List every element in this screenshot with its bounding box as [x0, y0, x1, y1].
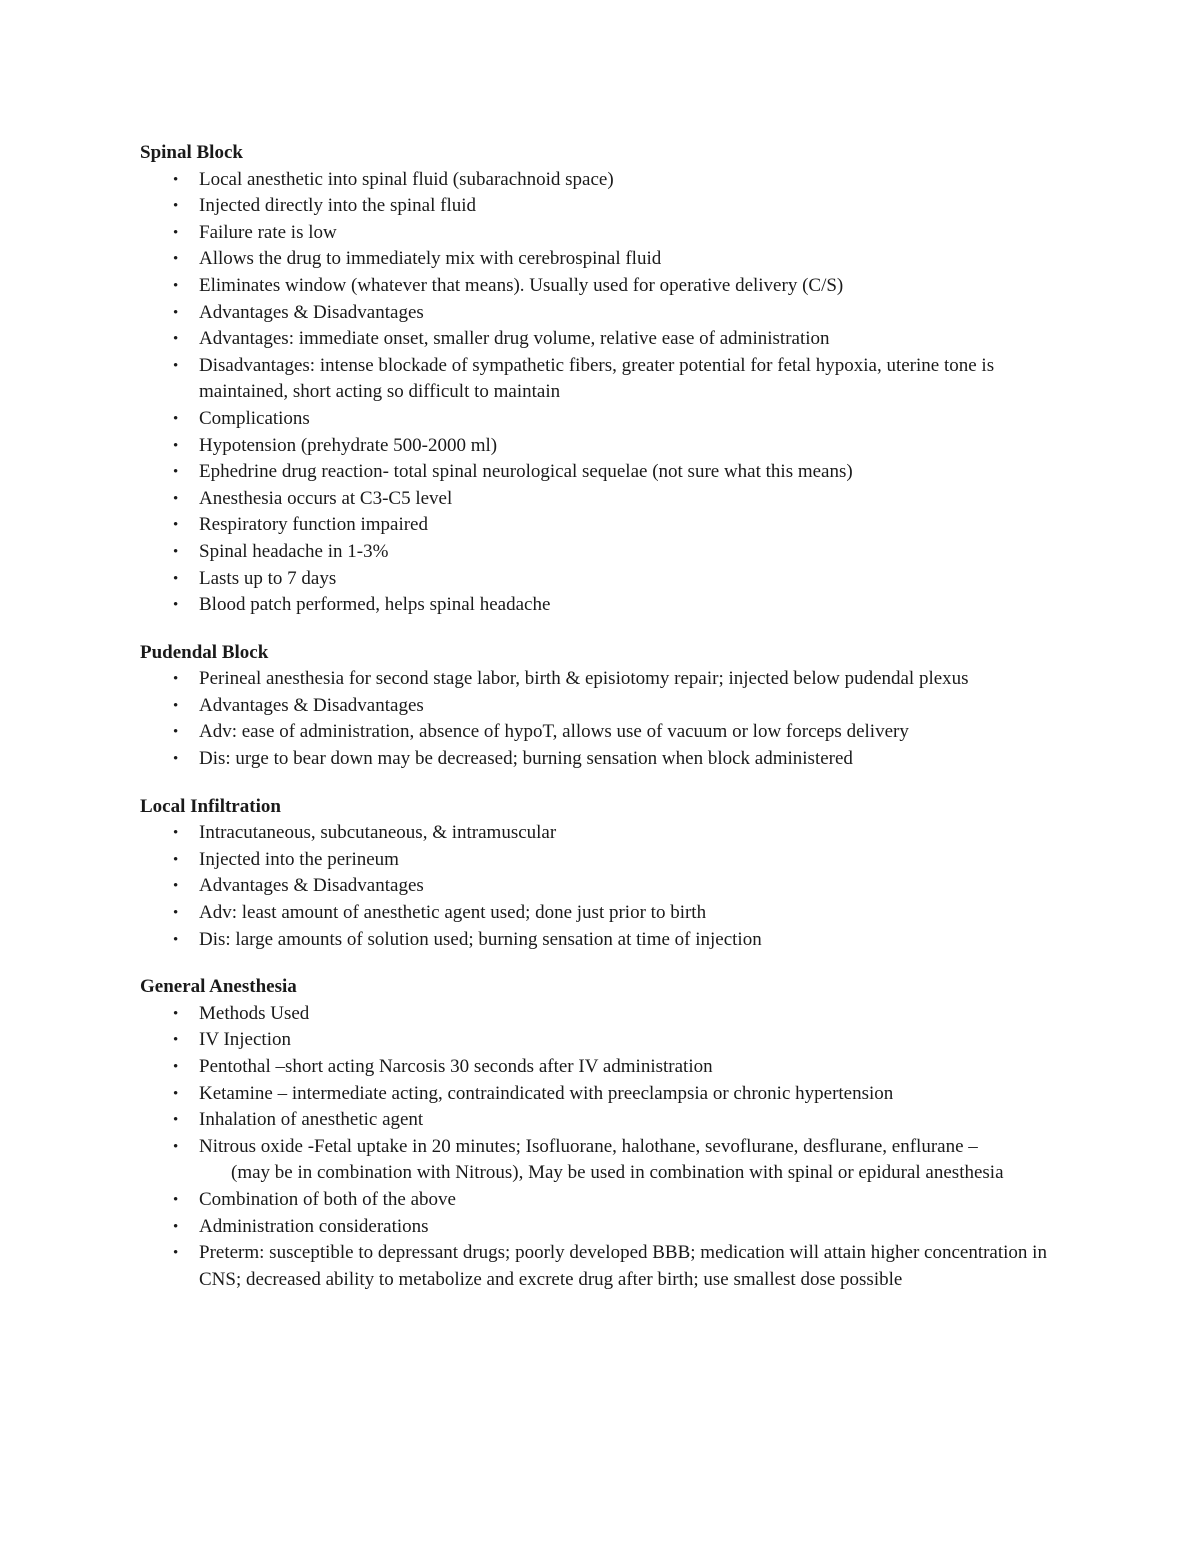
bullet-icon: • — [173, 1245, 179, 1262]
list-item: • Respiratory function impaired — [140, 512, 1060, 539]
bullet-icon: • — [173, 357, 179, 374]
bullet-icon: • — [173, 1085, 179, 1102]
section-pudendal-block — [140, 640, 1060, 773]
list-item: • Local anesthetic into spinal fluid (subarachnoid space) — [140, 167, 1060, 194]
bullet-icon: • — [173, 517, 179, 534]
section-title: General Anesthesia — [140, 976, 297, 998]
bullet-list — [140, 167, 1060, 619]
bullet-icon: • — [173, 171, 179, 188]
bullet-icon: • — [173, 1032, 179, 1049]
list-item: • Blood patch performed, helps spinal headache — [140, 592, 1060, 619]
list-item: • Ketamine – intermediate acting, contraindicated with preeclampsia or chronic hypertension — [140, 1081, 1060, 1108]
list-item: • Lasts up to 7 days — [140, 566, 1060, 593]
bullet-icon: • — [173, 724, 179, 741]
bullet-icon: • — [173, 1059, 179, 1075]
list-item: • Injected directly into the spinal fluid — [140, 193, 1060, 220]
bullet-list — [140, 666, 1060, 772]
bullet-icon: • — [173, 198, 179, 215]
bullet-icon: • — [173, 304, 179, 321]
bullet-icon: • — [173, 224, 179, 241]
bullet-icon: • — [173, 490, 179, 507]
bullet-icon: • — [173, 437, 179, 454]
list-item: • Anesthesia occurs at C3-C5 level — [140, 486, 1060, 513]
list-item: • Pentothal –short acting Narcosis 30 seconds after IV administration — [140, 1054, 1060, 1081]
section-spinal-block — [140, 140, 1060, 619]
section-title: Local Infiltration — [140, 795, 281, 817]
bullet-icon: • — [173, 751, 179, 768]
list-item: • Ephedrine drug reaction- total spinal neurological sequelae (not sure what this means) — [140, 459, 1060, 486]
bullet-icon: • — [173, 1005, 179, 1022]
bullet-icon: • — [173, 931, 179, 948]
bullet-icon: • — [173, 1112, 179, 1129]
list-item: • Inhalation of anesthetic agent — [140, 1107, 1060, 1134]
list-item: • Methods Used — [140, 1001, 1060, 1028]
bullet-list — [140, 1001, 1060, 1294]
sub-note: (may be in combination with Nitrous), May be used in combination with spinal or epidural anesthesia — [231, 1162, 1004, 1184]
bullet-icon: • — [173, 905, 179, 922]
bullet-icon: • — [173, 543, 179, 560]
list-item: • Nitrous oxide -Fetal uptake in 20 minutes; Isofluorane, halothane, sevoflurane, desflurane, enflurane – (may be in combination with Nitrous), May be used in combination with spinal or epidural anesthesia — [140, 1134, 1060, 1187]
bullet-icon: • — [173, 1191, 179, 1208]
section-local-infiltration — [140, 794, 1060, 954]
list-item: • Dis: urge to bear down may be decreased; burning sensation when block administered — [140, 746, 1060, 773]
section-general-anesthesia — [140, 974, 1060, 1293]
bullet-icon: • — [173, 410, 179, 427]
section-title: Pudendal Block — [140, 641, 269, 663]
bullet-icon: • — [173, 1218, 179, 1235]
bullet-icon: • — [173, 878, 179, 895]
bullet-icon: • — [173, 697, 179, 714]
list-item: • Administration considerations — [140, 1214, 1060, 1241]
list-item: • Advantages & Disadvantages — [140, 300, 1060, 327]
bullet-icon: • — [173, 331, 179, 348]
list-item: • Combination of both of the above — [140, 1187, 1060, 1214]
list-item: • Spinal headache in 1-3% — [140, 539, 1060, 566]
list-item: • Intracutaneous, subcutaneous, & intramuscular — [140, 820, 1060, 847]
list-item: • Advantages: immediate onset, smaller drug volume, relative ease of administration — [140, 326, 1060, 353]
list-item: • Allows the drug to immediately mix with cerebrospinal fluid — [140, 246, 1060, 273]
list-item: • Perineal anesthesia for second stage labor, birth & episiotomy repair; injected below pudendal plexus — [140, 666, 1060, 693]
list-item: • Advantages & Disadvantages — [140, 873, 1060, 900]
list-item: • Dis: large amounts of solution used; burning sensation at time of injection — [140, 927, 1060, 954]
list-item: • Advantages & Disadvantages — [140, 693, 1060, 720]
list-item: • Disadvantages: intense blockade of sympathetic fibers, greater potential for fetal hypoxia, uterine tone is maintained, short acting so difficult to maintain — [173, 354, 995, 403]
list-item: • Preterm: susceptible to depressant drugs; poorly developed BBB; medication will attain higher concentration in CNS; decreased ability to metabolize and excrete drug after birth; use smallest dose possible — [173, 1242, 1047, 1290]
bullet-list — [140, 820, 1060, 953]
bullet-icon: • — [173, 597, 179, 614]
list-item: • Failure rate is low — [140, 220, 1060, 247]
list-item: • Hypotension (prehydrate 500-2000 ml) — [140, 433, 1060, 460]
list-item: • Adv: ease of administration, absence of hypoT, allows use of vacuum or low forceps delivery — [140, 719, 1060, 746]
bullet-icon: • — [173, 464, 179, 481]
list-item: • Eliminates window (whatever that means). Usually used for operative delivery (C/S) — [140, 273, 1060, 300]
list-item: • Complications — [140, 406, 1060, 433]
document-page — [140, 140, 1060, 1293]
bullet-icon: • — [173, 251, 179, 268]
list-item: • IV Injection — [140, 1027, 1060, 1054]
section-title: Spinal Block — [140, 142, 243, 163]
list-item: • Injected into the perineum — [140, 847, 1060, 874]
bullet-icon: • — [173, 851, 179, 868]
bullet-icon: • — [173, 277, 179, 294]
bullet-icon: • — [173, 570, 179, 587]
bullet-icon: • — [173, 825, 179, 842]
bullet-icon: • — [173, 1138, 179, 1155]
list-item: • Adv: least amount of anesthetic agent used; done just prior to birth — [140, 900, 1060, 927]
bullet-icon: • — [173, 671, 179, 688]
